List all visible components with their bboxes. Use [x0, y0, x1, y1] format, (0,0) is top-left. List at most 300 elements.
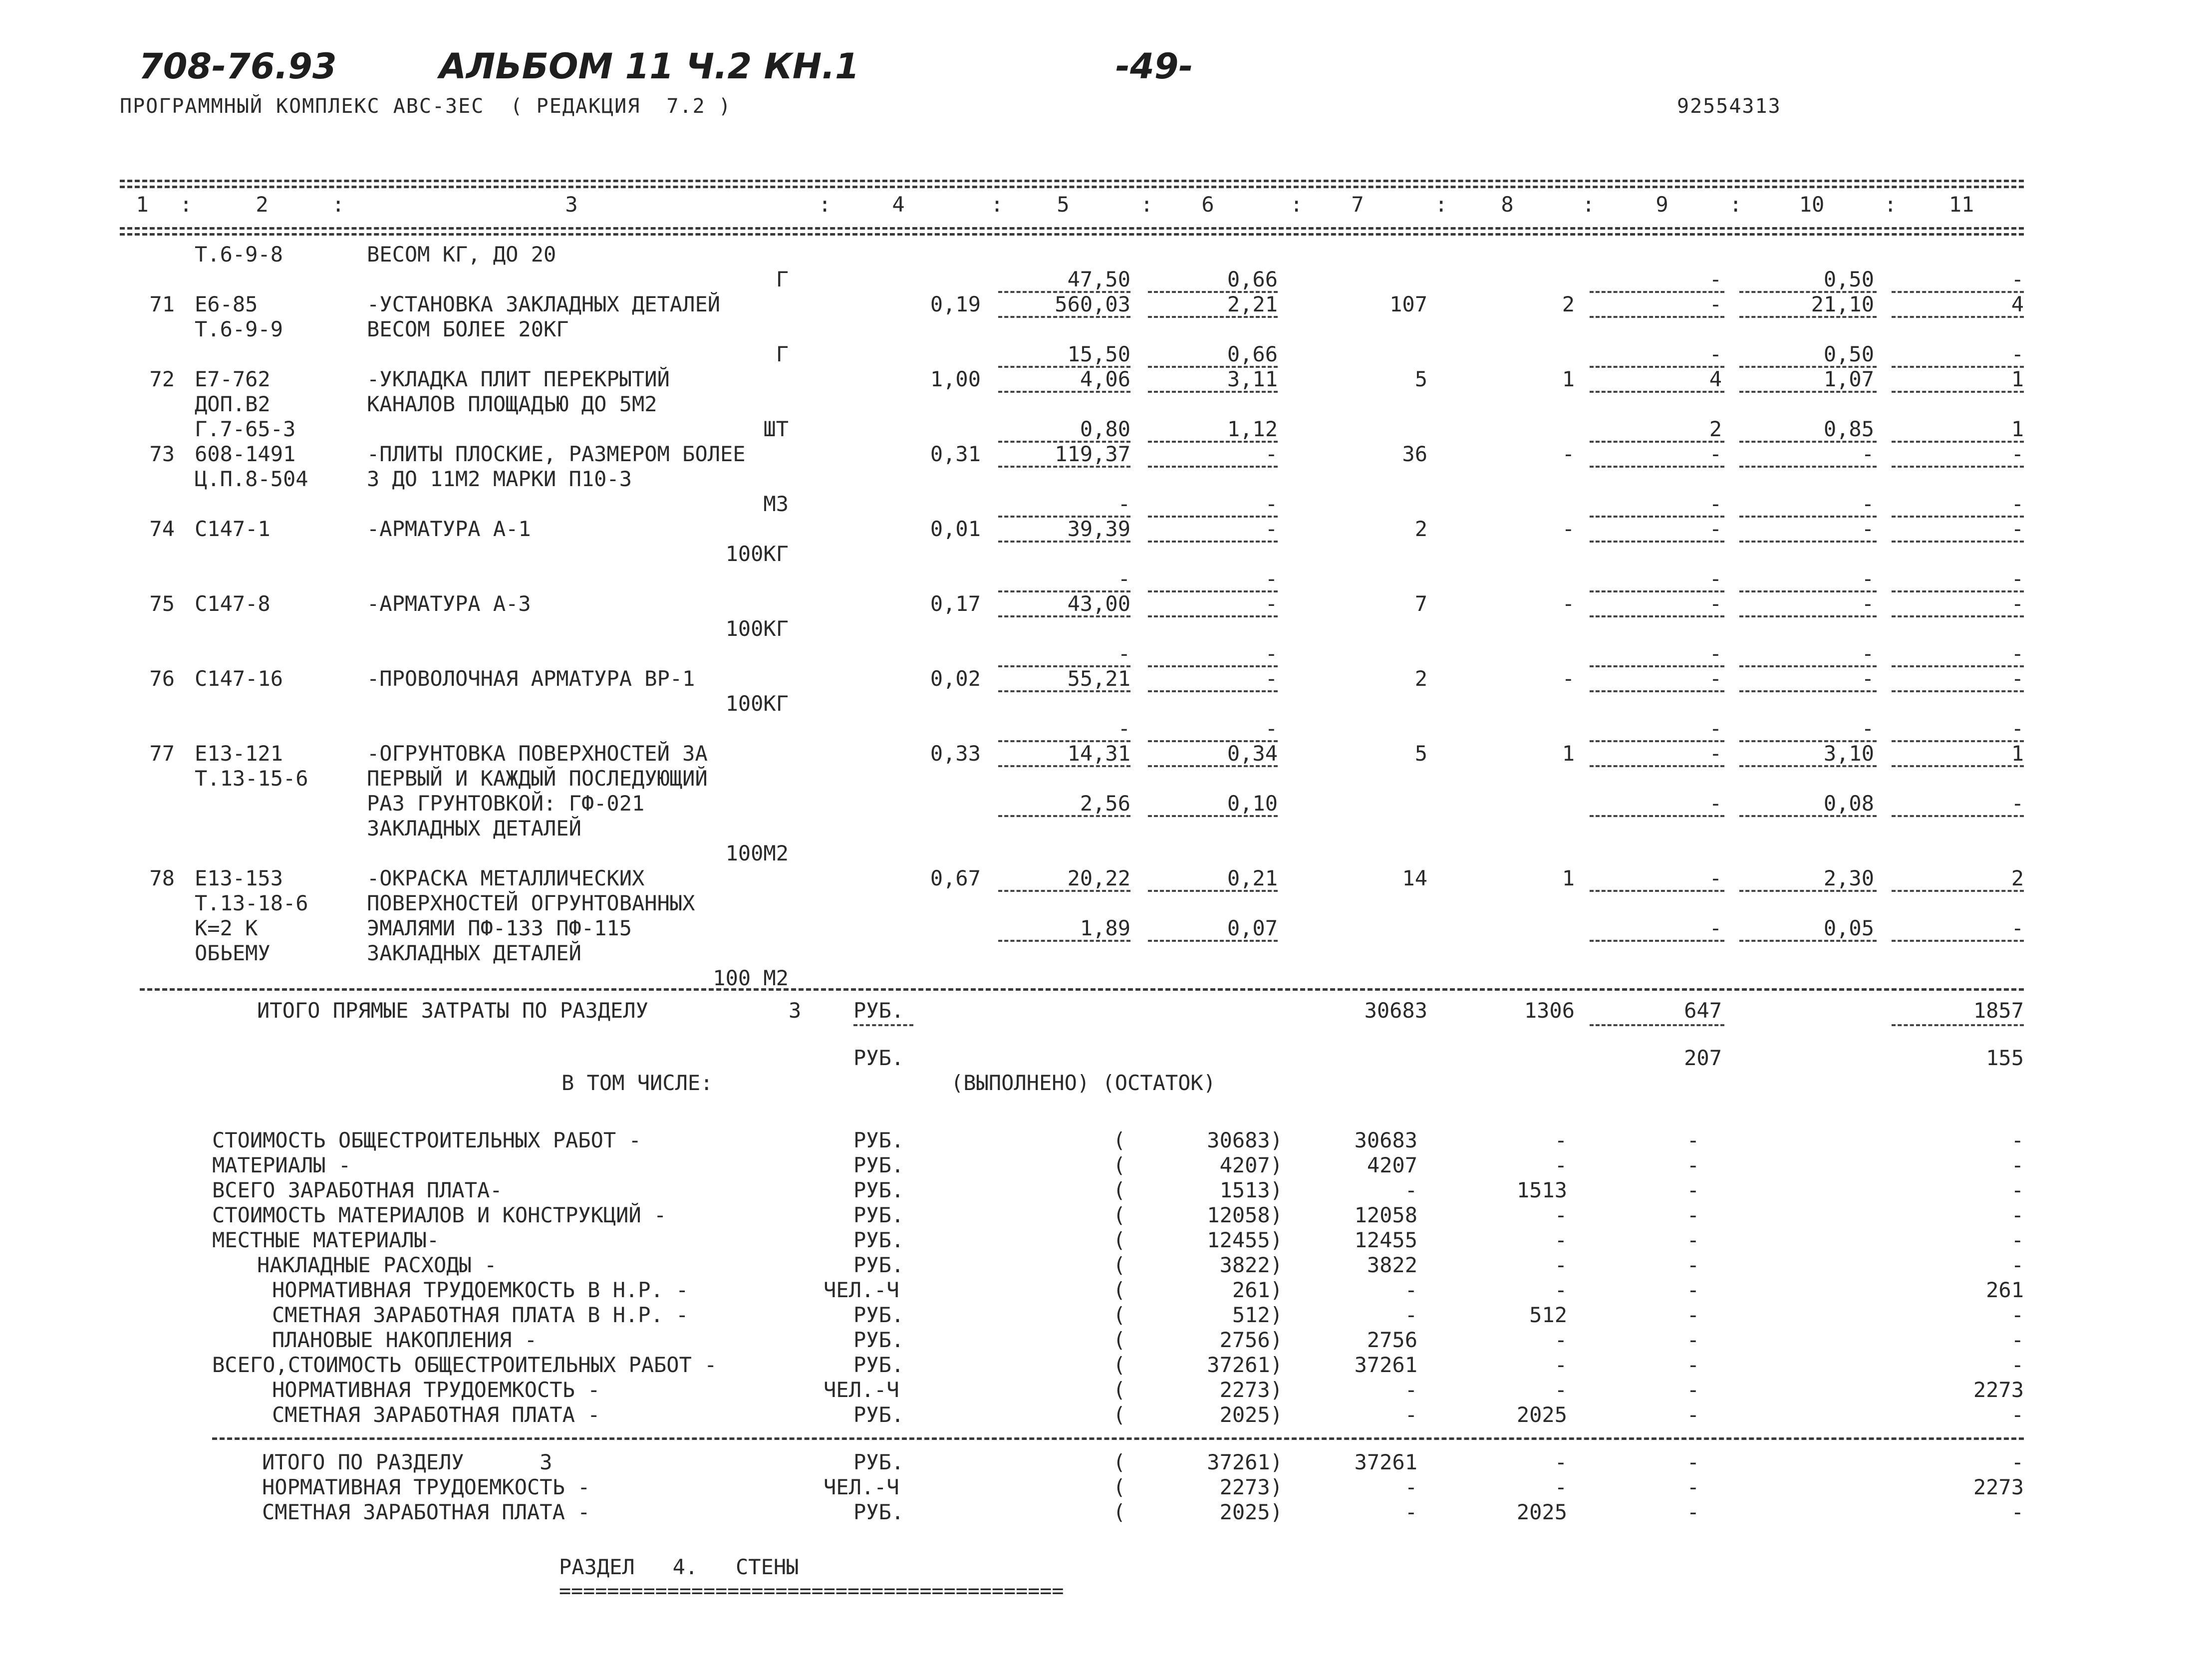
breakdown-unit: РУБ. [853, 1178, 904, 1202]
row-col9: - [1709, 292, 1722, 316]
breakdown-paren-open: ( [1113, 1450, 1126, 1474]
row-col6: 2,21 [1227, 292, 1278, 316]
row-col10: 0,05 [1823, 916, 1874, 940]
breakdown-done: 512) [1232, 1303, 1283, 1327]
breakdown-label: МЕСТНЫЕ МАТЕРИАЛЫ- [212, 1228, 440, 1252]
cell-rule [1739, 391, 1877, 393]
breakdown-done: 261) [1232, 1278, 1283, 1302]
row-col9: - [1709, 741, 1722, 766]
totals-unit-2: РУБ. [853, 1046, 904, 1070]
document-code: 92554313 [1677, 95, 1781, 118]
breakdown-col7: 3822 [1367, 1253, 1417, 1277]
row-col5: 4,06 [1080, 367, 1130, 391]
cell-rule [1892, 316, 2024, 318]
cell-rule [1739, 765, 1877, 767]
header-bottom-rule-2 [120, 233, 2024, 236]
breakdown-col7: - [1404, 1500, 1417, 1524]
breakdown-col7: 12058 [1354, 1203, 1417, 1227]
breakdown-col7: - [1404, 1475, 1417, 1499]
breakdown-col11: - [2011, 1253, 2024, 1277]
done-remaining-label: (ВЫПОЛНЕНО) (ОСТАТОК) [951, 1071, 1216, 1095]
totals-label: ИТОГО ПРЯМЫЕ ЗАТРАТЫ ПО РАЗДЕЛУ [257, 998, 648, 1023]
cell-rule [998, 940, 1130, 942]
row-col9: - [1709, 492, 1722, 516]
breakdown-label: ПЛАНОВЫЕ НАКОПЛЕНИЯ - [272, 1328, 538, 1352]
row-col5: 15,50 [1067, 342, 1130, 366]
breakdown-unit: ЧЕЛ.-Ч [824, 1278, 899, 1302]
cell-rule [1739, 466, 1877, 468]
row-col11: - [2011, 342, 2024, 366]
breakdown-done: 2273) [1219, 1475, 1283, 1499]
row-code: С147-1 [195, 517, 271, 541]
column-header-4: 4 [892, 192, 905, 217]
row-code: К=2 К [195, 916, 258, 940]
breakdown-col11: - [2011, 1402, 2024, 1427]
breakdown-col7: - [1404, 1402, 1417, 1427]
row-col9: - [1709, 641, 1722, 666]
row-col9: 4 [1709, 367, 1722, 391]
cell-rule [1892, 541, 2024, 543]
column-header-6: 6 [1201, 192, 1214, 217]
row-col8: 1 [1562, 367, 1575, 391]
row-col5: - [1117, 716, 1130, 741]
breakdown-done: 12455) [1207, 1228, 1283, 1252]
cell-rule [1892, 466, 2024, 468]
row-description: -ПРОВОЛОЧНАЯ АРМАТУРА ВР-1 [367, 666, 695, 691]
cell-rule [1148, 541, 1278, 543]
row-col11: - [2011, 517, 2024, 541]
cell-rule [1892, 690, 2024, 692]
cell-rule [998, 615, 1130, 617]
row-col8: - [1562, 517, 1575, 541]
totals-col8: 1306 [1524, 998, 1575, 1023]
row-col6: 3,11 [1227, 367, 1278, 391]
breakdown-paren-open: ( [1113, 1475, 1126, 1499]
row-col5: 0,80 [1080, 417, 1130, 441]
breakdown-paren-open: ( [1113, 1500, 1126, 1524]
row-col5: - [1117, 566, 1130, 591]
breakdown-col7: - [1404, 1378, 1417, 1402]
row-description: -АРМАТУРА А-1 [367, 517, 531, 541]
cell-rule [998, 316, 1130, 318]
row-col9: - [1709, 342, 1722, 366]
cell-rule [1148, 615, 1278, 617]
cell-rule [1590, 815, 1724, 817]
row-col6: - [1265, 517, 1278, 541]
row-quantity: 0,19 [930, 292, 981, 316]
breakdown-col8: - [1554, 1450, 1567, 1474]
row-col7: 5 [1414, 741, 1427, 766]
row-code: Т.6-9-9 [195, 317, 283, 341]
row-description: ЗАКЛАДНЫХ ДЕТАЛЕЙ [367, 816, 581, 840]
breakdown-unit: РУБ. [853, 1153, 904, 1177]
cell-rule [1590, 940, 1724, 942]
breakdown-label: СМЕТНАЯ ЗАРАБОТНАЯ ПЛАТА - [272, 1402, 600, 1427]
breakdown-done: 2025) [1219, 1500, 1283, 1524]
column-separator: : [1884, 192, 1897, 217]
column-header-1: 1 [136, 192, 149, 217]
cell-rule [1590, 466, 1724, 468]
row-code: Т.13-15-6 [195, 766, 308, 791]
breakdown-col7: - [1404, 1303, 1417, 1327]
row-number: 76 [149, 666, 175, 691]
totals-col11-b: 155 [1986, 1046, 2024, 1070]
row-col9: - [1709, 916, 1722, 940]
cell-rule [998, 815, 1130, 817]
row-col8: - [1562, 666, 1575, 691]
breakdown-done: 2756) [1219, 1328, 1283, 1352]
row-col11: - [2011, 666, 2024, 691]
row-col6: 0,10 [1227, 791, 1278, 816]
row-number: 72 [149, 367, 175, 391]
row-col6: 0,21 [1227, 866, 1278, 890]
breakdown-paren-open: ( [1113, 1402, 1126, 1427]
breakdown-col11: - [2011, 1328, 2024, 1352]
totals-col9-rule [1590, 1024, 1724, 1026]
row-description: ВЕСОМ КГ, ДО 20 [367, 242, 556, 267]
row-col9: - [1709, 442, 1722, 466]
row-col8: 2 [1562, 292, 1575, 316]
cell-rule [998, 765, 1130, 767]
breakdown-col8: 512 [1529, 1303, 1567, 1327]
next-section-title: РАЗДЕЛ 4. СТЕНЫ [559, 1555, 799, 1579]
row-col10: 3,10 [1823, 741, 1874, 766]
column-separator: : [1435, 192, 1448, 217]
cell-rule [1148, 890, 1278, 892]
breakdown-done: 37261) [1207, 1450, 1283, 1474]
breakdown-col7: 30683 [1354, 1128, 1417, 1152]
row-col5: 560,03 [1055, 292, 1130, 316]
row-col10: 0,85 [1823, 417, 1874, 441]
page-number: -49- [1115, 46, 1193, 87]
breakdown-label: НАКЛАДНЫЕ РАСХОДЫ - [257, 1253, 497, 1277]
row-col6: 0,07 [1227, 916, 1278, 940]
header-top-rule-2 [120, 186, 2024, 188]
album-label: АЛЬБОМ 11 Ч.2 КН.1 [439, 46, 859, 87]
cell-rule [1739, 541, 1877, 543]
breakdown-unit: РУБ. [853, 1128, 904, 1152]
row-col9: - [1709, 866, 1722, 890]
row-description: ПЕРВЫЙ И КАЖДЫЙ ПОСЛЕДУЮЩИЙ [367, 766, 708, 791]
row-col11: - [2011, 791, 2024, 816]
row-col6: - [1265, 666, 1278, 691]
row-col11: 1 [2011, 367, 2024, 391]
breakdown-col9: - [1686, 1278, 1699, 1302]
row-unit: 100КГ [725, 542, 789, 566]
column-header-3: 3 [565, 192, 578, 217]
breakdown-done: 1513) [1219, 1178, 1283, 1202]
breakdown-done: 2273) [1219, 1378, 1283, 1402]
column-header-9: 9 [1656, 192, 1668, 217]
breakdown-label: ВСЕГО ЗАРАБОТНАЯ ПЛАТА- [212, 1178, 503, 1202]
breakdown-done: 3822) [1219, 1253, 1283, 1277]
row-unit: 100М2 [725, 841, 789, 865]
breakdown-col7: 4207 [1367, 1153, 1417, 1177]
cell-rule [1148, 316, 1278, 318]
row-col10: 21,10 [1811, 292, 1874, 316]
row-unit: М3 [763, 492, 789, 516]
row-col6: 0,66 [1227, 267, 1278, 291]
row-col11: - [2011, 267, 2024, 291]
breakdown-col7: 37261 [1354, 1353, 1417, 1377]
breakdown-paren-open: ( [1113, 1228, 1126, 1252]
row-col10: - [1861, 442, 1874, 466]
row-col11: - [2011, 716, 2024, 741]
row-col8: 1 [1562, 741, 1575, 766]
next-section-underline: ========================================== [559, 1580, 1064, 1603]
totals-unit: РУБ. [853, 998, 904, 1023]
breakdown-col8: 2025 [1516, 1402, 1567, 1427]
column-separator: : [1140, 192, 1153, 217]
row-code: Т.6-9-8 [195, 242, 283, 267]
breakdown-col9: - [1686, 1178, 1699, 1202]
row-col6: 1,12 [1227, 417, 1278, 441]
row-col7: 5 [1414, 367, 1427, 391]
breakdown-col7: 12455 [1354, 1228, 1417, 1252]
row-col7: 14 [1402, 866, 1427, 890]
breakdown-col11: - [2011, 1203, 2024, 1227]
header-top-rule [120, 180, 2024, 182]
row-col7: 2 [1414, 666, 1427, 691]
row-col6: 0,66 [1227, 342, 1278, 366]
breakdown-label: НОРМАТИВНАЯ ТРУДОЕМКОСТЬ - [262, 1475, 590, 1499]
breakdown-unit: ЧЕЛ.-Ч [824, 1475, 899, 1499]
breakdown-unit: РУБ. [853, 1253, 904, 1277]
row-description: ПОВЕРХНОСТЕЙ ОГРУНТОВАННЫХ [367, 891, 695, 915]
column-header-8: 8 [1501, 192, 1514, 217]
row-col9: - [1709, 791, 1722, 816]
row-col6: - [1265, 591, 1278, 616]
row-description: РАЗ ГРУНТОВКОЙ: ГФ-021 [367, 791, 645, 816]
row-code: Е13-153 [195, 866, 283, 890]
breakdown-col9: - [1686, 1253, 1699, 1277]
cell-rule [1590, 765, 1724, 767]
breakdown-col11: - [2011, 1303, 2024, 1327]
row-col5: - [1117, 492, 1130, 516]
row-col5: 119,37 [1055, 442, 1130, 466]
row-number: 78 [149, 866, 175, 890]
breakdown-col11: 261 [1986, 1278, 2024, 1302]
row-col5: 47,50 [1067, 267, 1130, 291]
cell-rule [1739, 815, 1877, 817]
breakdown-unit: ЧЕЛ.-Ч [824, 1378, 899, 1402]
breakdown-paren-open: ( [1113, 1253, 1126, 1277]
breakdown-unit: РУБ. [853, 1328, 904, 1352]
row-col11: - [2011, 591, 2024, 616]
row-col10: 1,07 [1823, 367, 1874, 391]
breakdown-label: НОРМАТИВНАЯ ТРУДОЕМКОСТЬ - [272, 1378, 600, 1402]
breakdown-paren-open: ( [1113, 1153, 1126, 1177]
row-number: 75 [149, 591, 175, 616]
breakdown-done: 30683) [1207, 1128, 1283, 1152]
row-col5: 2,56 [1080, 791, 1130, 816]
cell-rule [1590, 391, 1724, 393]
row-code: 608-1491 [195, 442, 296, 466]
row-col6: - [1265, 442, 1278, 466]
breakdown-unit: РУБ. [853, 1228, 904, 1252]
row-col11: - [2011, 442, 2024, 466]
breakdown-col11: - [2011, 1153, 2024, 1177]
breakdown-done: 37261) [1207, 1353, 1283, 1377]
row-col10: 0,50 [1823, 267, 1874, 291]
row-col10: 0,08 [1823, 791, 1874, 816]
breakdown-col9: - [1686, 1228, 1699, 1252]
row-description: -ОКРАСКА МЕТАЛЛИЧЕСКИХ [367, 866, 645, 890]
header-bottom-rule [120, 227, 2024, 230]
breakdown-unit: РУБ. [853, 1303, 904, 1327]
breakdown-col9: - [1686, 1153, 1699, 1177]
breakdown-col8: - [1554, 1328, 1567, 1352]
row-col11: - [2011, 916, 2024, 940]
breakdown-col9: - [1686, 1500, 1699, 1524]
row-quantity: 0,01 [930, 517, 981, 541]
breakdown-col8: - [1554, 1128, 1567, 1152]
breakdown-paren-open: ( [1113, 1353, 1126, 1377]
row-number: 74 [149, 517, 175, 541]
breakdown-label: ИТОГО ПО РАЗДЕЛУ 3 [262, 1450, 553, 1474]
cell-rule [1590, 316, 1724, 318]
row-description: ЗАКЛАДНЫХ ДЕТАЛЕЙ [367, 941, 581, 965]
row-description: ВЕСОМ БОЛЕЕ 20КГ [367, 317, 569, 341]
breakdown-col9: - [1686, 1203, 1699, 1227]
cell-rule [998, 690, 1130, 692]
breakdown-col9: - [1686, 1328, 1699, 1352]
breakdown-paren-open: ( [1113, 1128, 1126, 1152]
cell-rule [1739, 690, 1877, 692]
breakdown-col7: - [1404, 1278, 1417, 1302]
breakdown-col8: - [1554, 1278, 1567, 1302]
breakdown-col8: - [1554, 1253, 1567, 1277]
column-header-7: 7 [1351, 192, 1364, 217]
row-col10: - [1861, 492, 1874, 516]
row-col11: - [2011, 566, 2024, 591]
breakdown-col9: - [1686, 1128, 1699, 1152]
row-unit: 100КГ [725, 691, 789, 716]
breakdown-col11: - [2011, 1353, 2024, 1377]
row-col10: - [1861, 566, 1874, 591]
row-col10: 2,30 [1823, 866, 1874, 890]
breakdown-col11: - [2011, 1228, 2024, 1252]
breakdown-label: СТОИМОСТЬ ОБЩЕСТРОИТЕЛЬНЫХ РАБОТ - [212, 1128, 641, 1152]
row-unit: Г [776, 342, 789, 366]
row-col6: - [1265, 566, 1278, 591]
breakdown-col11: 2273 [1973, 1378, 2024, 1402]
breakdown-col8: - [1554, 1475, 1567, 1499]
cell-rule [1892, 615, 2024, 617]
breakdown-paren-open: ( [1113, 1178, 1126, 1202]
row-col5: 1,89 [1080, 916, 1130, 940]
totals-section-number: 3 [789, 998, 802, 1023]
row-description: -ПЛИТЫ ПЛОСКИЕ, РАЗМЕРОМ БОЛЕЕ [367, 442, 746, 466]
row-code: ДОП.В2 [195, 392, 271, 416]
row-quantity: 0,33 [930, 741, 981, 766]
row-col8: - [1562, 442, 1575, 466]
column-header-11: 11 [1948, 192, 1974, 217]
breakdown-unit: РУБ. [853, 1500, 904, 1524]
row-description: КАНАЛОВ ПЛОЩАДЬЮ ДО 5М2 [367, 392, 657, 416]
breakdown-col8: - [1554, 1353, 1567, 1377]
totals-unit-rule [853, 1024, 913, 1026]
breakdown-col11: 2273 [1973, 1475, 2024, 1499]
breakdown-col9: - [1686, 1402, 1699, 1427]
row-col7: 107 [1389, 292, 1427, 316]
cell-rule [1148, 815, 1278, 817]
row-quantity: 0,17 [930, 591, 981, 616]
totals-col9: 647 [1684, 998, 1722, 1023]
row-col7: 2 [1414, 517, 1427, 541]
cell-rule [1148, 940, 1278, 942]
breakdown-paren-open: ( [1113, 1278, 1126, 1302]
row-col5: 14,31 [1067, 741, 1130, 766]
row-col9: - [1709, 666, 1722, 691]
column-header-2: 2 [256, 192, 269, 217]
cell-rule [1739, 316, 1877, 318]
row-col10: - [1861, 666, 1874, 691]
in-that-label: В ТОМ ЧИСЛЕ: [561, 1071, 713, 1095]
row-col11: 1 [2011, 741, 2024, 766]
breakdown-unit: РУБ. [853, 1450, 904, 1474]
cell-rule [1739, 615, 1877, 617]
breakdown-col7: - [1404, 1178, 1417, 1202]
cell-rule [1148, 466, 1278, 468]
row-col9: - [1709, 566, 1722, 591]
row-col11: - [2011, 492, 2024, 516]
row-code: Е13-121 [195, 741, 283, 766]
column-separator: : [180, 192, 193, 217]
row-col5: 20,22 [1067, 866, 1130, 890]
cell-rule [1590, 890, 1724, 892]
row-quantity: 0,02 [930, 666, 981, 691]
breakdown-col9: - [1686, 1353, 1699, 1377]
cell-rule [998, 391, 1130, 393]
breakdown-label: СМЕТНАЯ ЗАРАБОТНАЯ ПЛАТА - [262, 1500, 590, 1524]
breakdown-col8: - [1554, 1203, 1567, 1227]
breakdown-col9: - [1686, 1378, 1699, 1402]
program-line: ПРОГРАММНЫЙ КОМПЛЕКС АВС-3ЕС ( РЕДАКЦИЯ 7.2 ) [120, 95, 732, 118]
row-col9: - [1709, 267, 1722, 291]
breakdown-col7: 2756 [1367, 1328, 1417, 1352]
breakdown-col11: - [2011, 1450, 2024, 1474]
row-description: 3 ДО 11М2 МАРКИ П10-3 [367, 467, 632, 491]
cell-rule [1590, 541, 1724, 543]
row-col10: - [1861, 641, 1874, 666]
breakdown-col11: - [2011, 1178, 2024, 1202]
breakdown-label: СТОИМОСТЬ МАТЕРИАЛОВ И КОНСТРУКЦИЙ - [212, 1203, 667, 1227]
totals-col11-rule [1892, 1024, 2024, 1026]
breakdown-label: МАТЕРИАЛЫ - [212, 1153, 351, 1177]
row-col10: - [1861, 716, 1874, 741]
row-description: ЭМАЛЯМИ ПФ-133 ПФ-115 [367, 916, 632, 940]
breakdown-paren-open: ( [1113, 1303, 1126, 1327]
breakdown-col11: - [2011, 1500, 2024, 1524]
row-col5: - [1117, 641, 1130, 666]
row-code: ОБЬЕМУ [195, 941, 271, 965]
row-col11: 1 [2011, 417, 2024, 441]
row-number: 77 [149, 741, 175, 766]
totals-col9-b: 207 [1684, 1046, 1722, 1070]
cell-rule [1590, 690, 1724, 692]
row-description: -ОГРУНТОВКА ПОВЕРХНОСТЕЙ ЗА [367, 741, 708, 766]
row-col10: - [1861, 517, 1874, 541]
cell-rule [1739, 940, 1877, 942]
row-unit: Г [776, 267, 789, 291]
row-col5: 43,00 [1067, 591, 1130, 616]
row-code: Ц.П.8-504 [195, 467, 308, 491]
breakdown-col8: - [1554, 1378, 1567, 1402]
row-number: 71 [149, 292, 175, 316]
row-col10: - [1861, 591, 1874, 616]
totals-col11: 1857 [1973, 998, 2024, 1023]
